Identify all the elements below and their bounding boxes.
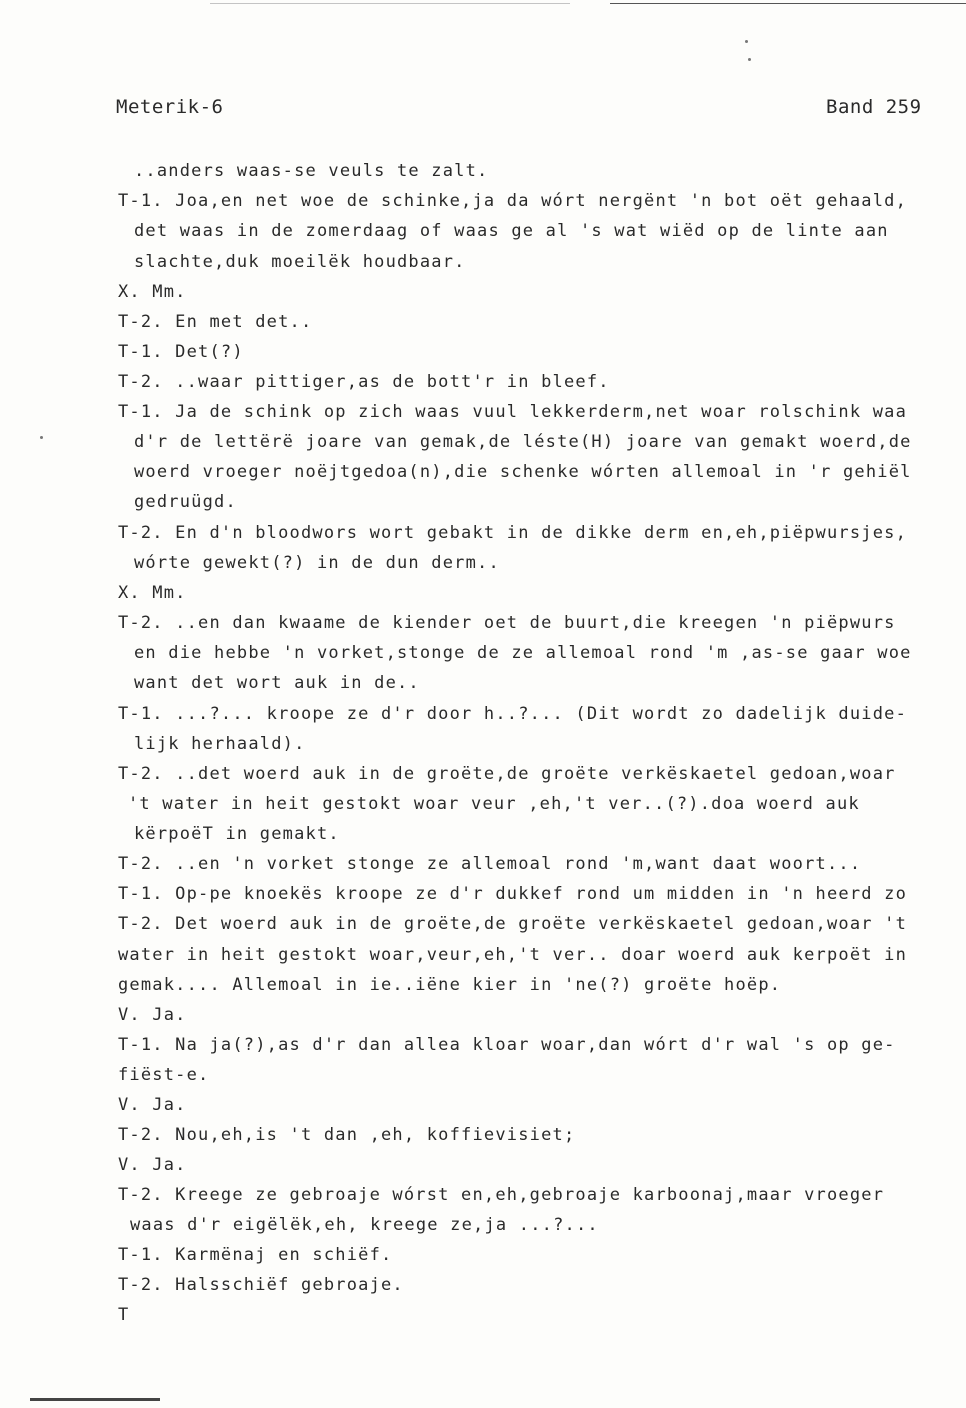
paper-speck: [40, 436, 43, 439]
transcript-line: X. Mm.: [118, 583, 187, 603]
transcript-line: kërpoëT in gemakt.: [134, 824, 340, 844]
transcript-line: T-1. Na ja(?),as d'r dan allea kloar woar,dan wórt d'r wal 's op ge-: [118, 1035, 896, 1055]
top-edge-line: [210, 3, 570, 4]
transcript-line: T-2. ..en dan kwaame de kiender oet de buurt,die kreegen 'n piëpwurs: [118, 613, 896, 633]
transcript-line: en die hebbe 'n vorket,stonge de ze allemoal rond 'm ,as-se gaar woe: [134, 643, 912, 663]
transcript-line: T-1. Joa,en net woe de schinke,ja da wórt nergënt 'n bot oët gehaald,: [118, 191, 908, 211]
transcript-line: woerd vroeger noëjtgedoa(n),die schenke wórten allemoal in 'r gehiël: [134, 462, 912, 482]
tape-number: Band 259: [826, 96, 922, 118]
transcript-line: V. Ja.: [118, 1155, 187, 1175]
transcript-line: T-1. Karmënaj en schiëf.: [118, 1245, 393, 1265]
transcript-line: T-2. ..en 'n vorket stonge ze allemoal rond 'm,want daat woort...: [118, 854, 862, 874]
transcript-line: T-2. Halsschiëf gebroaje.: [118, 1275, 404, 1295]
transcript-line: V. Ja.: [118, 1095, 187, 1115]
transcript-line: waas d'r eigëlëk,eh, kreege ze,ja ...?...: [130, 1215, 599, 1235]
transcript-line: 't water in heit gestokt woar veur ,eh,'t ver..(?).doa woerd auk: [128, 794, 860, 814]
transcript-line: T-2. Det woerd auk in de groëte,de groëte verkëskaetel gedoan,woar 't: [118, 914, 908, 934]
transcript-line: lijk herhaald).: [134, 734, 306, 754]
transcript-line: slachte,duk moeilëk houdbaar.: [134, 252, 466, 272]
transcript-line: wórte gewekt(?) in de dun derm..: [134, 553, 500, 573]
document-id: Meterik-6: [116, 96, 224, 118]
transcript-line: T-1. Det(?): [118, 342, 244, 362]
transcript-line: T-1. ...?... kroope ze d'r door h..?... (Dit wordt zo dadelijk duide-: [118, 704, 908, 724]
transcript-line: gemak.... Allemoal in ie..iëne kier in 'ne(?) groëte hoëp.: [118, 975, 782, 995]
bottom-edge-line: [30, 1398, 160, 1401]
transcript-line: ..anders waas-se veuls te zalt.: [134, 161, 489, 181]
transcript-line: X. Mm.: [118, 282, 187, 302]
transcript-line: water in heit gestokt woar,veur,eh,'t ver.. doar woerd auk kerpoët in: [118, 945, 908, 965]
top-edge-line: [610, 3, 966, 4]
transcript-line: T-2. En d'n bloodwors wort gebakt in de dikke derm en,eh,piëpwursjes,: [118, 523, 908, 543]
transcript-line: want det wort auk in de..: [134, 673, 420, 693]
transcript-line: T-2. ..det woerd auk in de groëte,de groëte verkëskaetel gedoan,woar: [118, 764, 896, 784]
transcript-line: T-1. Ja de schink op zich waas vuul lekkerderm,net woar rolschink waa: [118, 402, 908, 422]
transcript-line: T-2. Kreege ze gebroaje wórst en,eh,gebroaje karboonaj,maar vroeger: [118, 1185, 885, 1205]
paper-speck: [745, 40, 748, 43]
transcript-line: V. Ja.: [118, 1005, 187, 1025]
paper-speck: [748, 58, 751, 61]
transcript-line: T-2. Nou,eh,is 't dan ,eh, koffievisiet;: [118, 1125, 576, 1145]
transcript-line: d'r de lettërë joare van gemak,de léste(H) joare van gemakt woerd,de: [134, 432, 912, 452]
transcript-line: gedruügd.: [134, 492, 237, 512]
transcript-line: T-2. ..waar pittiger,as de bott'r in bleef.: [118, 372, 610, 392]
transcript-line: T: [118, 1305, 130, 1325]
transcript-line: fiëst-e.: [118, 1065, 210, 1085]
transcript-line: T-1. Op-pe knoekës kroope ze d'r dukkef rond um midden in 'n heerd zo: [118, 884, 908, 904]
transcript-line: T-2. En met det..: [118, 312, 313, 332]
transcript-line: det waas in de zomerdaag of waas ge al 's wat wiëd op de linte aan: [134, 221, 889, 241]
